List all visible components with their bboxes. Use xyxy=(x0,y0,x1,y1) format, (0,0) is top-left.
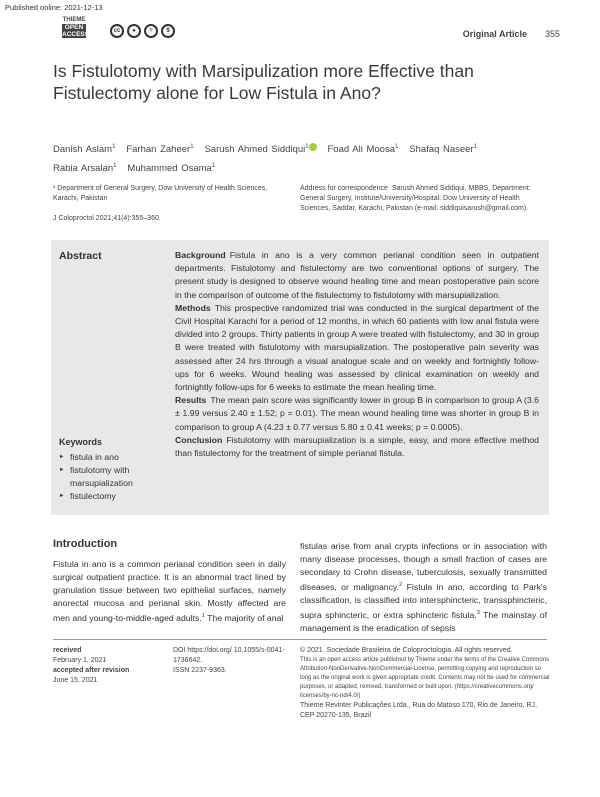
affiliation: ¹ Department of General Surgery, Dow University of Health Sciences, Karachi, Pakistan xyxy=(53,185,268,202)
article-dates xyxy=(53,646,163,686)
thieme-open-access-logo xyxy=(62,17,90,43)
doi-block xyxy=(173,646,288,676)
keywords-list xyxy=(59,451,169,503)
doi-link[interactable]: https://doi.org/ 10.1055/s-0041-1736642. xyxy=(173,647,285,664)
introduction-heading: Introduction xyxy=(53,538,118,550)
logo-line-3: ACCESS xyxy=(62,31,90,38)
copyright: © 2021. Sociedade Brasileira de Coloproctologia. All rights reserved. xyxy=(300,647,513,654)
article-title: Is Fistulotomy with Marsipulization more Effective than Fistulectomy alone for Low Fistula in Ano? xyxy=(53,61,474,103)
abstract-results: Results The mean pain score was significantly lower in group B in comparison to group A (3.6 ± 1.99 versus 2.40 ± 1.52; p = 0.01). The mean wound healing time was shorter in group B in comparison to group A (4.23 ± 0.77 versus 5.80 ± 0.41 weeks; p = 0.0005). xyxy=(175,395,539,432)
creative-commons-badge xyxy=(110,24,175,38)
doi-label: DOI xyxy=(173,647,186,654)
issn: ISSN 2237-9363. xyxy=(173,667,227,674)
author-list: Danish Aslam$^1$ Farhan Zaheer$^1$ Sarush Ahmed Siddiqui$^1$ Foad Ali Moosa$^1$ Shafaq Naseer$^1$ Rabia Arsalan$^1$ Muhammed Osama$^1$ xyxy=(53,144,477,175)
footer-divider xyxy=(53,639,547,640)
article-type: Original Article xyxy=(462,29,527,39)
nd-icon: = xyxy=(144,24,158,38)
author-name: Foad Ali Moosa xyxy=(327,144,395,156)
abstract-conclusion: Conclusion Fistulotomy with marsupialization is a simple, easy, and more effective method than fistulectomy for the treatment of simple perianal fistula. xyxy=(175,434,539,459)
author-name: Sarush Ahmed Siddiqui xyxy=(204,144,306,156)
abstract-methods: Methods This prospective randomized trial was conducted in the surgical department of the Civil Hospital Karachi for a period of 12 months, in which 60 patients with low anal fistula were divided into 2 groups. Thirty patients in group A were treated with fistulectomy, and 30 in group B were treated with fistulotomy with marsupialization. The postoperative pain severity was assessed after 24 hrs through a visual analogue scale and on weekly and fortnightly follow-ups for 6 weeks. Wound healing was assessed by clinical examination on weekly and fortnightly follow-ups for 6 weeks to estimate the mean healing time. xyxy=(175,302,539,393)
keyword-item: ► fistula in ano xyxy=(59,451,169,464)
publisher-address: Thieme Revinter Publicações Ltda., Rua do Matoso 170, Rio de Janeiro, RJ, CEP 20270-135, Brazil xyxy=(300,702,537,719)
accepted-date: June 15, 2021 xyxy=(53,677,98,684)
author-name: Farhan Zaheer xyxy=(126,144,191,156)
license-text: This is an open access article published by Thieme under the terms of the Creative Commons Attribution-NonDerivative-NonCommercial-License, permitting copying and reproduction so long as the original work is given appropriate credit. Contents may not be used for commercial purposes, or adapted, remixed, transformed or built upon. (https://creativecommons.org/ licenses/by-nc-nd/4.0/) xyxy=(300,657,550,699)
abstract-label: Abstract xyxy=(59,250,102,262)
author-name: Danish Aslam xyxy=(53,144,113,156)
page-number: 355 xyxy=(544,29,560,39)
correspondence-text: Sarush Ahmed Siddiqui, MBBS, Department: General Surgery, Institute/University/Hospital: Dow University of Health Sciences, Saddar, Karachi, Pakistan (e-mail: siddiquisarush@gmail.com). xyxy=(300,185,531,212)
keyword-item: ► fistulotomy with marsupialization xyxy=(59,464,169,490)
published-date: Published online: 2021-12-13 xyxy=(5,3,103,12)
received-date: February 1, 2021 xyxy=(53,657,107,664)
copyright-block xyxy=(300,646,550,721)
logo-line-2: OPEN xyxy=(62,24,86,31)
cc-icon: cc xyxy=(110,24,124,38)
received-label: received xyxy=(53,647,82,654)
correspondence-label: Address for correspondence xyxy=(300,185,388,192)
citation: J Coloproctol 2021;41(4):355–360. xyxy=(53,215,161,222)
running-header xyxy=(463,29,560,39)
author-name: Muhammed Osama xyxy=(127,163,212,175)
keywords-label: Keywords xyxy=(59,437,103,447)
abstract-background: Background Fistula in ano is a very common perianal condition seen in outpatient departments. Fistulotomy and fistulectomy are two conventional options of surgery. The present study is designed to observe wound healing time and mean postoperative pain score in the comparison of outcome of the fistulectomy to fistulotomy with marsupialization. xyxy=(175,250,539,300)
accepted-label: accepted after revision xyxy=(53,667,130,674)
abstract-body xyxy=(175,249,539,460)
by-icon: ● xyxy=(127,24,141,38)
author-name: Rabia Arsalan xyxy=(53,163,114,175)
introduction-column-1: Fistula in ano is a common perianal condition seen in daily surgical outpatient practice. It is an abnormal tract lined by granulation tissue between two epithelial surfaces, namely anorectal mucosa and perianal skin. Mostly affected are men and young-to-middle-aged adults.$^1$ The majority of anal xyxy=(53,559,286,623)
author-name: Shafaq Naseer xyxy=(409,144,474,156)
keyword-item: ► fistulectomy xyxy=(59,490,169,503)
correspondence xyxy=(300,184,540,214)
nc-icon: $ xyxy=(161,24,175,38)
logo-line-1: THIEME xyxy=(62,17,86,23)
introduction-column-2: fistulas arise from anal crypts infections or in association with many disease processes, though a small fraction of cases are secondary to Crohn disease, tuberculosis, sexually transmitted diseases, or malignancy.$^2$ Fistula in ano, according to Park's classification, is classified into intersphincteric, transsphincteric, supra sphincteric, or extra sphincteric fistula.$^3$ The mainstay of management is the eradication of sepsis xyxy=(300,541,547,633)
orcid-icon[interactable] xyxy=(309,143,317,151)
